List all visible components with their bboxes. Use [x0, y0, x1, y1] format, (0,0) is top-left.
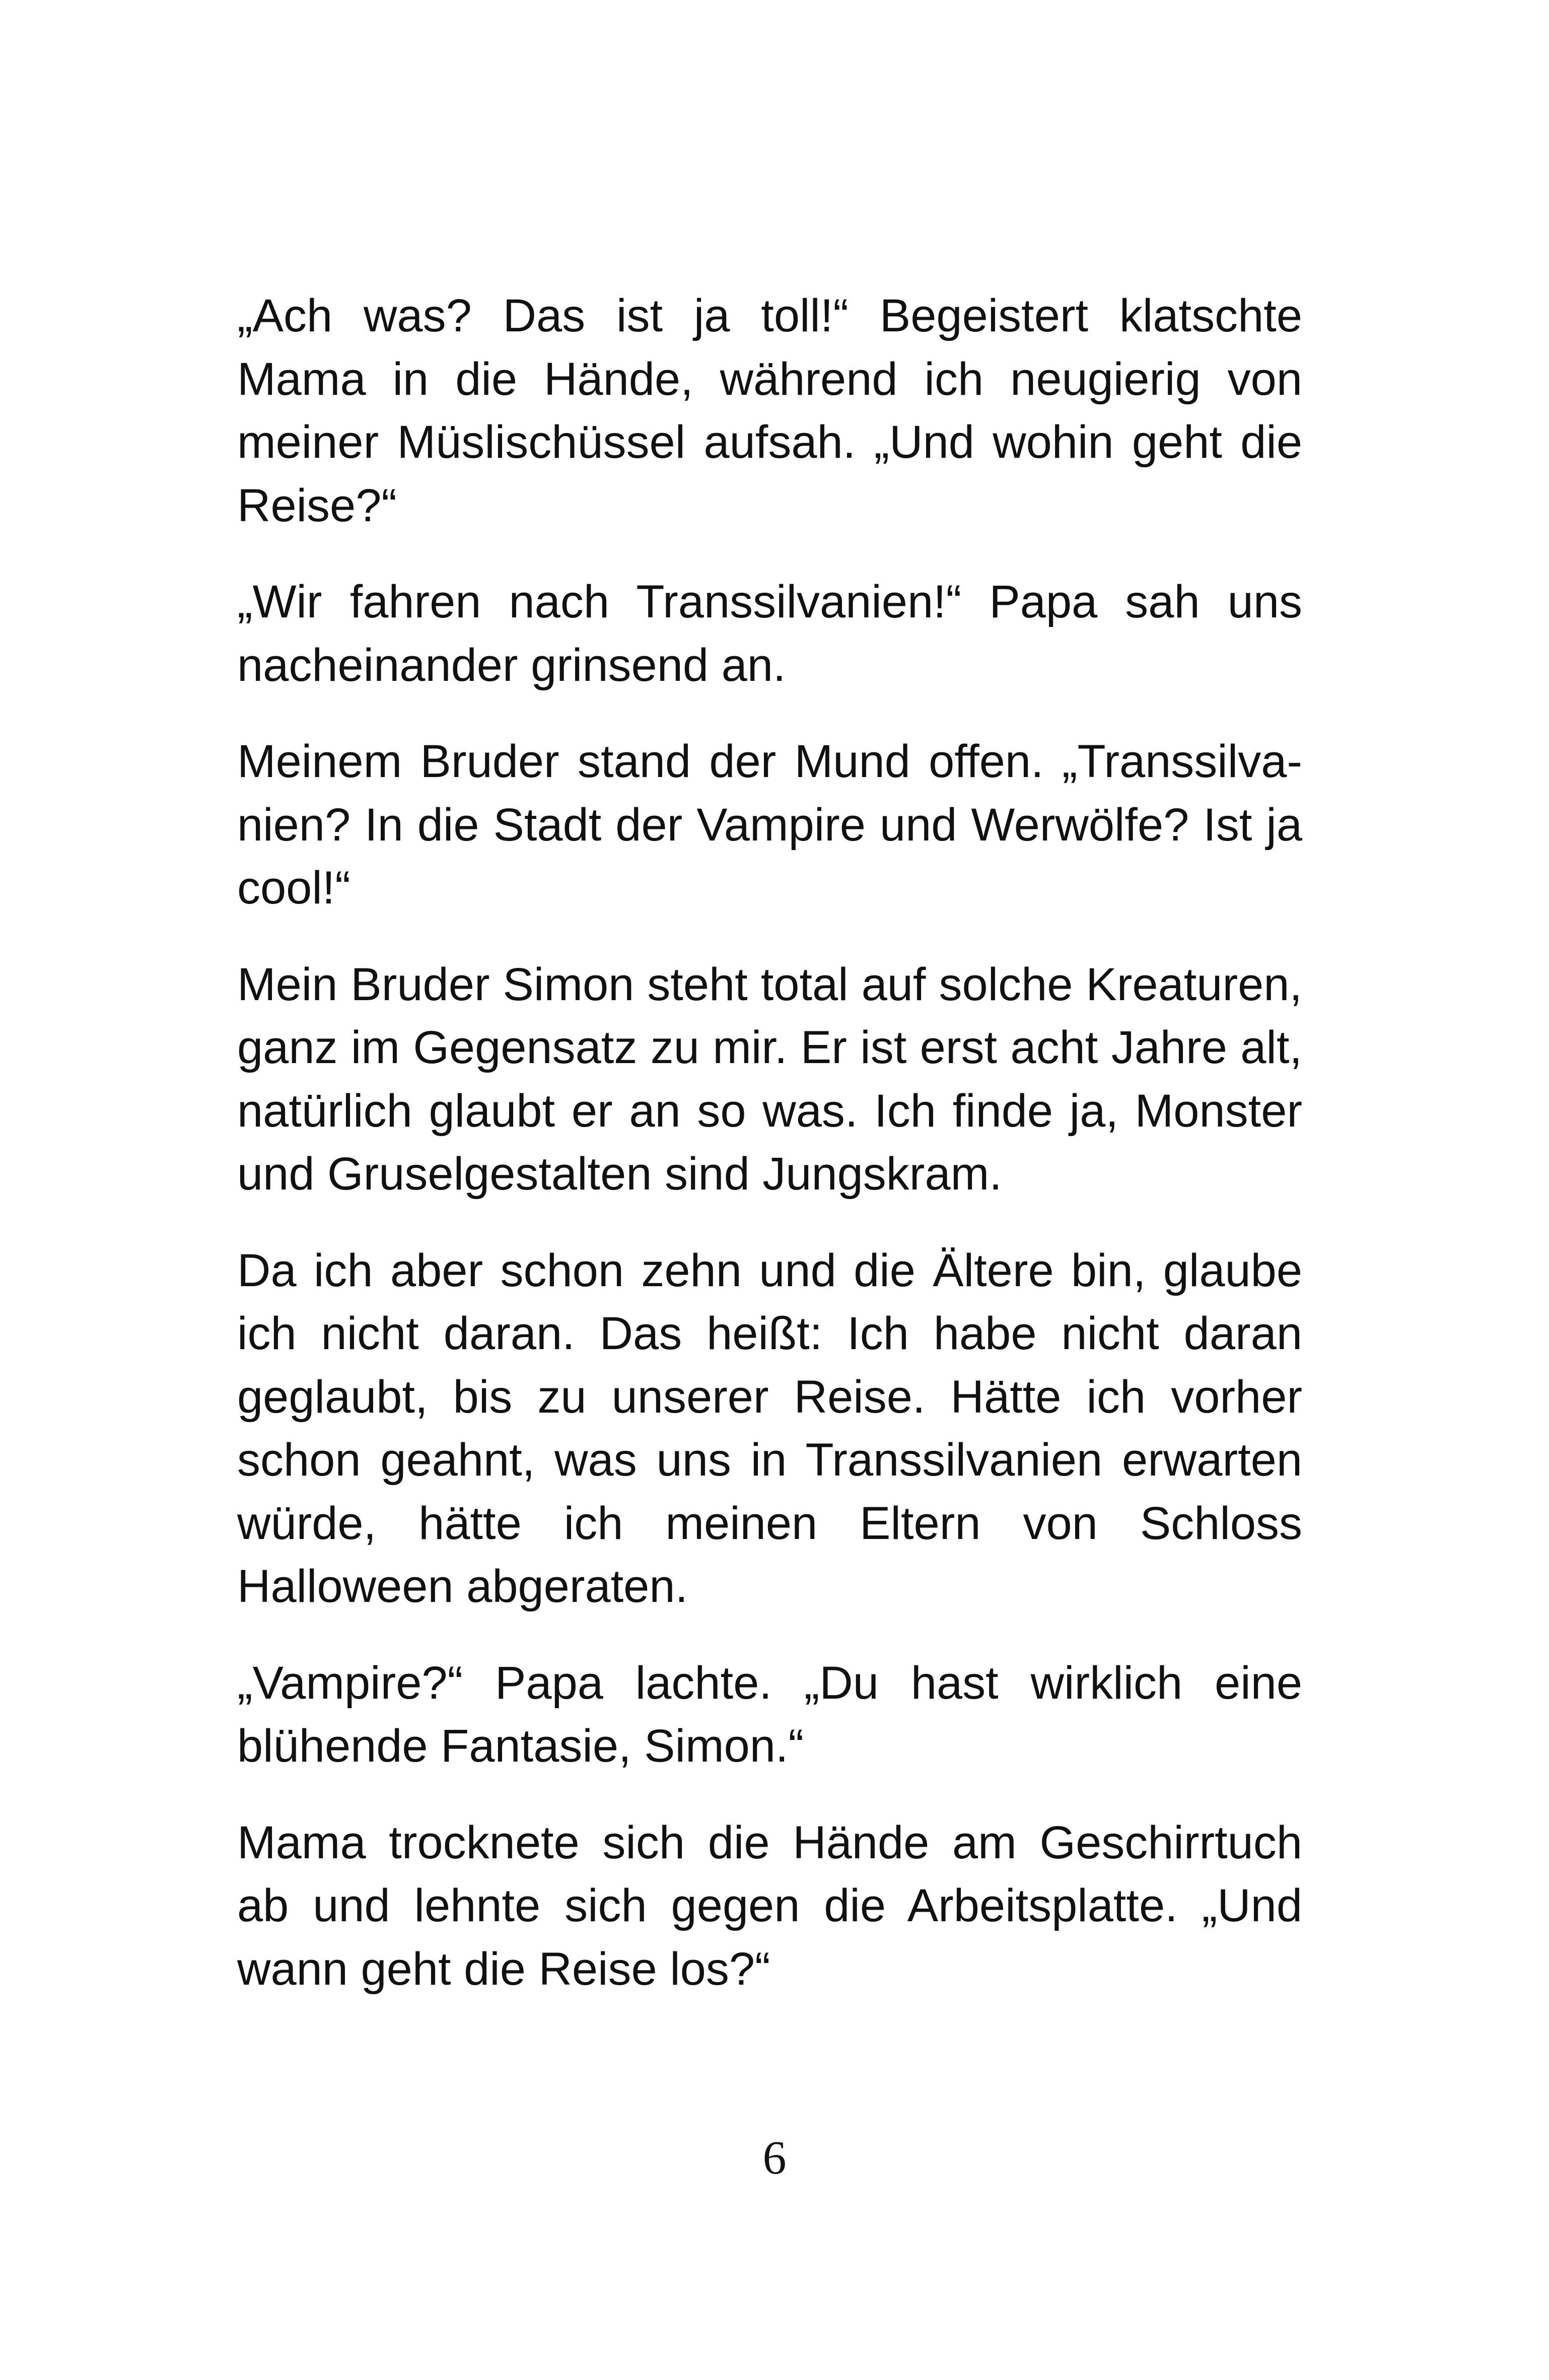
- paragraph-5: Da ich aber schon zehn und die Ältere bin, glaube ich nicht daran. Das heißt: Ich habe nicht daran geglaubt, bis zu unserer Reise. Hätte ich vorher schon geahnt, was uns in Transsilvanien erwarten würde, hätte ich meinen Eltern von Schloss Halloween abgeraten.: [237, 1244, 1302, 1612]
- paragraph-4: Mein Bruder Simon steht total auf solche Kreaturen, ganz im Gegensatz zu mir. Er ist erst acht Jahre alt, natürlich glaubt er an so was. Ich finde ja, Monster und Gruselgestalten sind Jungskram.: [237, 958, 1302, 1200]
- body-text: [237, 285, 1302, 2034]
- paragraph-3: Meinem Bruder stand der Mund offen. „Transsilvanien? In die Stadt der Vampire und Werwölfe? Ist ja cool!“: [237, 736, 1302, 914]
- paragraph-2: „Wir fahren nach Transsilvanien!“ Papa sah uns nacheinander grinsend an.: [237, 576, 1302, 691]
- paragraph-6: „Vampire?“ Papa lachte. „Du hast wirklich eine blühende Fantasie, Simon.“: [237, 1657, 1302, 1772]
- paragraph-1: „Ach was? Das ist ja toll!“ Begeistert klatschte Mama in die Hände, während ich neugierig von meiner Müslischüssel aufsah. „Und wohin geht die Reise?“: [237, 290, 1302, 531]
- page-number: 6: [762, 2132, 787, 2184]
- paragraph-7: Mama trocknete sich die Hände am Geschirrtuch ab und lehnte sich gegen die Arbeitsplatte. „Und wann geht die Reise los?“: [237, 1816, 1302, 1995]
